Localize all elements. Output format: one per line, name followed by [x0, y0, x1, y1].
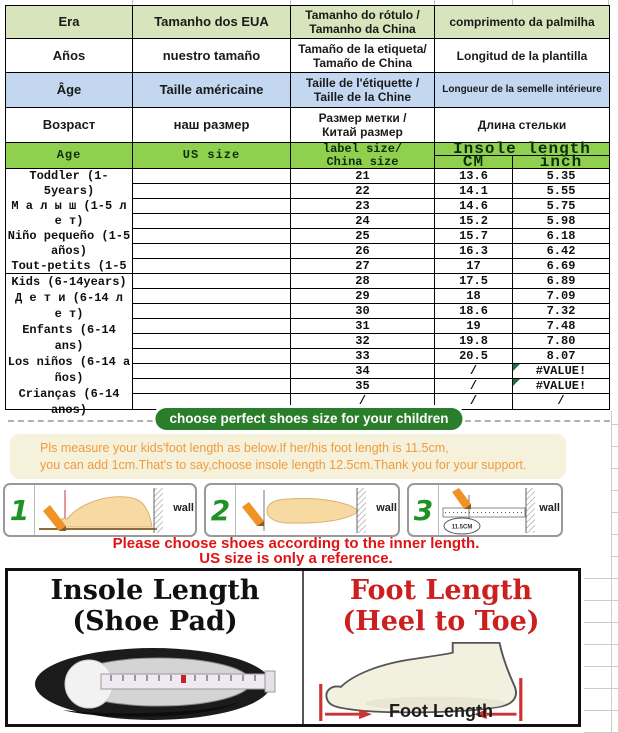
margin-gridline-tick: [611, 468, 618, 469]
margin-gridline-tick: [611, 512, 618, 513]
insole-length-panel: [8, 571, 302, 724]
warning-line: Please choose shoes according to the inner length.: [112, 535, 480, 552]
cm-cell: 18: [435, 289, 513, 303]
age-group-line: Los niños (6-14 a: [7, 355, 131, 369]
title-line: (Heel to Toe): [342, 606, 540, 637]
us-size-cell: [133, 184, 291, 198]
us-size-cell: [133, 304, 291, 318]
inch-cell: #VALUE!: [513, 379, 609, 393]
cm-cell: 17: [435, 259, 513, 273]
label-size-cell: 33: [291, 349, 435, 363]
margin-gridline-tick: [584, 688, 618, 689]
age-group-line: ans): [54, 339, 84, 353]
step-number: 1: [5, 485, 35, 535]
pencil-icon: [242, 502, 264, 526]
foot-diagram: [308, 639, 574, 723]
header-text: Âge: [56, 82, 82, 97]
foot-side-shape: [59, 497, 152, 527]
inch-cell: 6.18: [546, 228, 576, 243]
inch-cell: 7.32: [546, 303, 576, 318]
foot-length-title: [304, 575, 578, 637]
inch-cell: 6.89: [546, 273, 576, 288]
inch-cell: 7.48: [546, 318, 576, 333]
cm-cell: 13.6: [435, 169, 513, 183]
header-cell: [6, 39, 133, 72]
cm-cell: 14.6: [435, 199, 513, 213]
header-text: Tamanho do rótulo /: [305, 8, 420, 22]
us-size-cell: [133, 379, 291, 393]
margin-gridline-tick: [611, 446, 618, 447]
title-line: (Shoe Pad): [72, 606, 238, 637]
header-cell: [6, 73, 133, 107]
header-row-portuguese: [6, 6, 609, 39]
us-size-cell: [133, 334, 291, 348]
header-text: Tamaño de la etiqueta/: [298, 41, 427, 56]
cm-cell: 14.1: [435, 184, 513, 198]
pencil-icon: [43, 505, 66, 531]
label-size-cell: 30: [291, 304, 435, 318]
label-size-cell: 34: [291, 364, 435, 378]
label-size-header-cell: [291, 143, 435, 168]
title-line: Insole Length: [50, 575, 260, 606]
header-text: Tamanho dos EUA: [154, 14, 269, 29]
header-cell: [291, 39, 435, 72]
wall-label: wall: [376, 502, 397, 514]
table-row: [133, 244, 609, 259]
wall-hatch: [357, 488, 366, 533]
table-row: [133, 304, 609, 319]
label-size-cell: 32: [291, 334, 435, 348]
margin-gridline-tick: [611, 424, 618, 425]
measure-step-3: [407, 483, 563, 537]
header-cell: [291, 73, 435, 107]
margin-gridline-tick: [611, 490, 618, 491]
foot-length-label: Foot Length: [389, 701, 493, 721]
cm-cell: /: [435, 364, 513, 378]
margin-gridline-tick: [584, 644, 618, 645]
us-size-cell: [133, 319, 291, 333]
cm-cell: /: [435, 394, 513, 409]
table-row: [133, 184, 609, 199]
table-row: [133, 169, 609, 184]
header-text: Tamanho da China: [309, 22, 416, 36]
age-group-line: 5years): [43, 184, 95, 198]
step-number: 2: [206, 485, 236, 535]
table-row: [133, 259, 609, 274]
measure-step-1: [3, 483, 197, 537]
header-text: Длина стельки: [477, 118, 567, 132]
wall-label: wall: [539, 502, 560, 514]
us-size-cell: [133, 244, 291, 258]
length-explainer-box: [5, 568, 581, 727]
size-table: [5, 5, 610, 417]
inch-cell: 7.09: [546, 288, 576, 303]
margin-gridline-tick: [611, 556, 618, 557]
label-size-cell: 24: [291, 214, 435, 228]
foot-side-measure-icon: [35, 485, 195, 535]
measure-value-label: 11.5CM: [451, 524, 473, 531]
label-size-cell: 21: [291, 169, 435, 183]
us-size-cell: [133, 289, 291, 303]
header-text: Longueur de la semelle intérieure: [442, 84, 602, 95]
header-text: Taille américaine: [159, 82, 264, 97]
header-text: label size/: [322, 141, 403, 156]
step-3-drawing: [439, 485, 561, 535]
age-group-line: Crianças (6-14: [18, 387, 120, 401]
header-row-english: [6, 140, 609, 171]
header-text: Китай размер: [322, 125, 403, 139]
table-row: [133, 379, 609, 394]
cm-cell: 19: [435, 319, 513, 333]
header-text: Возраст: [42, 117, 96, 132]
us-size-cell: [133, 274, 291, 288]
header-text: Размер метки /: [318, 111, 407, 125]
wall-hatch: [526, 488, 535, 533]
warning-text: [0, 536, 592, 566]
table-row: [133, 289, 609, 304]
size-table-rows: [133, 169, 609, 409]
cm-cell: 15.2: [435, 214, 513, 228]
header-text: China size: [326, 154, 399, 169]
header-cell: [435, 39, 609, 72]
inch-cell: /: [557, 394, 565, 408]
label-size-cell: 35: [291, 379, 435, 393]
margin-gridline-tick: [584, 666, 618, 667]
inch-cell: 8.07: [546, 348, 576, 363]
header-cell: [133, 39, 291, 72]
header-cell: [291, 6, 435, 38]
header-row-russian: [6, 108, 609, 143]
us-size-cell: [133, 364, 291, 378]
us-size-cell: [133, 169, 291, 183]
cm-cell: 18.6: [435, 304, 513, 318]
header-cell: [6, 6, 133, 38]
insole-length-label: Insole length: [435, 143, 609, 156]
inch-cell: 6.42: [546, 243, 576, 258]
inch-cell: 7.80: [546, 333, 576, 348]
age-group-line: Niño pequeño (1-5: [7, 229, 131, 243]
label-size-cell: 27: [291, 259, 435, 273]
margin-gridline-tick: [584, 578, 618, 579]
us-size-cell: [133, 199, 291, 213]
table-row: [133, 334, 609, 349]
age-group-line: е т): [54, 307, 84, 321]
foot-top-shape: [267, 499, 358, 524]
header-text: Tamaño de China: [312, 55, 413, 70]
header-text: nuestro tamaño: [162, 47, 261, 63]
label-size-cell: /: [291, 394, 435, 409]
margin-gridline-tick: [584, 600, 618, 601]
header-text: Taille de l'étiquette /: [305, 76, 420, 90]
cm-cell: 17.5: [435, 274, 513, 288]
header-text: Taille de la Chine: [313, 90, 412, 104]
table-row: [133, 214, 609, 229]
label-size-cell: 29: [291, 289, 435, 303]
header-cell: [133, 108, 291, 142]
step-2-drawing: [236, 485, 398, 535]
label-size-cell: 28: [291, 274, 435, 288]
cm-cell: 19.8: [435, 334, 513, 348]
inch-cell: 5.75: [546, 198, 576, 213]
header-row-french: [6, 73, 609, 108]
ruler-shape: [443, 508, 525, 517]
inch-cell: #VALUE!: [513, 364, 609, 378]
label-size-cell: 31: [291, 319, 435, 333]
header-text: US size: [182, 148, 241, 162]
age-group-line: Toddler (1-: [29, 169, 109, 183]
age-group-line: años): [50, 244, 87, 258]
label-size-cell: 22: [291, 184, 435, 198]
us-size-cell: [133, 229, 291, 243]
foot-length-panel: [302, 571, 578, 724]
table-body: [6, 168, 609, 417]
header-cell: [291, 108, 435, 142]
age-header-cell: [6, 143, 133, 168]
header-text: Años: [52, 47, 86, 63]
label-size-cell: 25: [291, 229, 435, 243]
table-row: [133, 274, 609, 289]
age-group-line: Enfants (6-14: [22, 323, 116, 337]
note-line: Pls measure your kids'foot length as below.If her/his foot length is 11.5cm,: [40, 441, 449, 455]
cm-header: CM: [435, 156, 513, 168]
header-text: comprimento da palmilha: [449, 15, 595, 29]
table-row: [133, 364, 609, 379]
age-group-line: Tout-petits (1-5: [11, 259, 127, 273]
table-row: [133, 319, 609, 334]
measure-step-2: [204, 483, 400, 537]
step-number: 3: [409, 485, 439, 535]
margin-gridline-tick: [611, 534, 618, 535]
cm-cell: 16.3: [435, 244, 513, 258]
header-cell: [435, 6, 609, 38]
wall-label: wall: [173, 502, 194, 514]
banner-pill: choose perfect shoes size for your children: [155, 408, 462, 430]
header-text: Longitud de la plantilla: [456, 48, 588, 63]
margin-gridline-tick: [584, 710, 618, 711]
us-size-cell: [133, 259, 291, 273]
cm-cell: 20.5: [435, 349, 513, 363]
insole-length-title: [8, 575, 302, 637]
table-row: [133, 349, 609, 364]
header-text: Era: [58, 14, 80, 29]
us-size-cell: [133, 349, 291, 363]
measure-note: [10, 434, 566, 479]
header-cell: [435, 108, 609, 142]
age-group-line: е т): [54, 214, 84, 228]
inch-cell: 5.55: [546, 183, 576, 198]
us-size-cell: [133, 214, 291, 228]
note-line: you can add 1cm.That's to say,choose insole length 12.5cm.Thank you for your support.: [40, 458, 527, 472]
insole-photo: [27, 640, 283, 726]
header-cell: [133, 6, 291, 38]
age-group-1: [6, 169, 133, 274]
margin-gridline-vertical: [611, 411, 612, 733]
table-row: [133, 199, 609, 214]
pencil-icon: [452, 488, 471, 509]
label-size-cell: 23: [291, 199, 435, 213]
age-group-line: ños): [54, 371, 84, 385]
header-row-spanish: [6, 39, 609, 73]
header-cell: [435, 73, 609, 107]
age-group-line: Д е т и (6-14 л: [14, 291, 124, 305]
header-cell: [133, 73, 291, 107]
age-group-line: anos): [50, 403, 87, 417]
inch-header: inch: [539, 153, 583, 171]
insole-length-header-cell: [435, 140, 609, 171]
header-text: Age: [56, 148, 82, 162]
warning-line: US size is only a reference.: [199, 550, 393, 567]
step-1-drawing: [35, 485, 195, 535]
title-line: Foot Length: [349, 575, 533, 606]
header-cell: [6, 108, 133, 142]
margin-gridline-tick: [584, 622, 618, 623]
cm-cell: 15.7: [435, 229, 513, 243]
cm-cell: /: [435, 379, 513, 393]
age-group-2: [6, 274, 133, 417]
label-size-cell: 26: [291, 244, 435, 258]
inch-cell: 5.98: [546, 213, 576, 228]
us-size-header-cell: [133, 143, 291, 168]
foot-top-measure-icon: [236, 485, 398, 535]
us-size-cell: [133, 394, 291, 409]
inch-cell: 6.69: [546, 258, 576, 273]
table-row: [133, 229, 609, 244]
age-group-line: М а л ы ш (1-5 л: [11, 199, 127, 213]
age-group-line: Kids (6-14years): [11, 275, 127, 289]
header-text: наш размер: [173, 117, 250, 132]
wall-hatch: [154, 488, 163, 533]
table-row: [133, 394, 609, 409]
inch-cell: 5.35: [546, 168, 576, 183]
